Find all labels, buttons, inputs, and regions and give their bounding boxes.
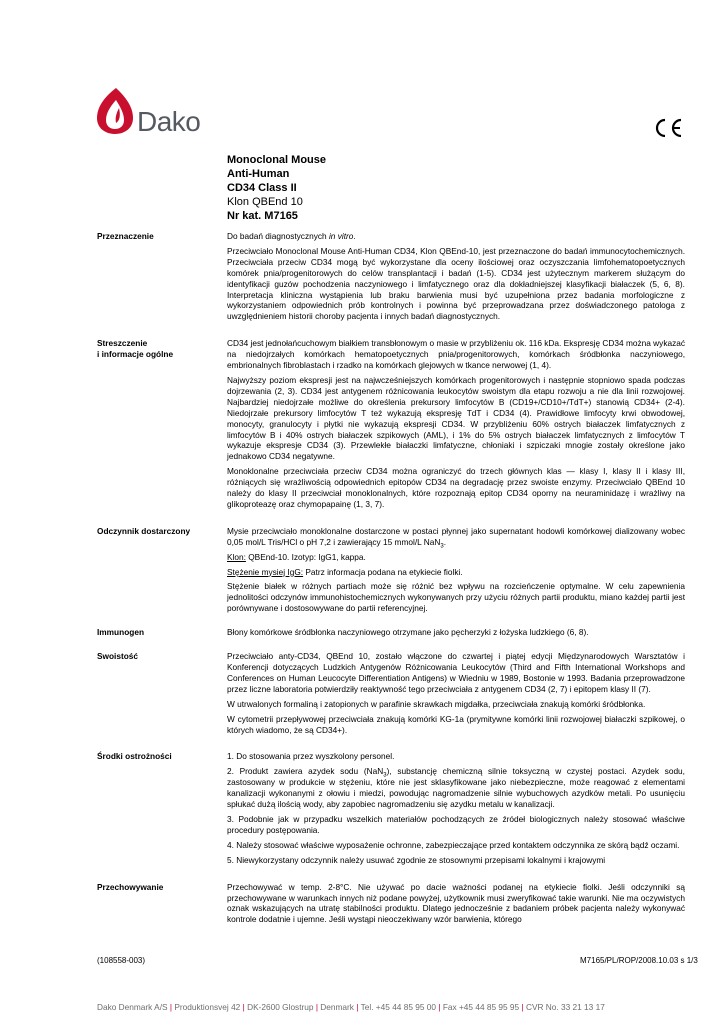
document-body — [97, 231, 685, 929]
paragraph: CD34 jest jednołańcuchowym białkiem transbłonowym o masie w przybliżeniu ok. 116 kDa. Ekspresję CD34 można wykazać na niedojrzałych komórkach hematopoetycznych pnia/progenitorowych, komórkach śródbłonka naczyniowego, embrionalnych fibroblastach i rzadko na komórkach glejowych w tkance nerwowej (1, 4). — [227, 338, 685, 371]
paragraph: Mysie przeciwciało monoklonalne dostarczone w postaci płynnej jako supernatant hodowli komórkowej dializowany wobec 0,05 mol/L Tris/HCl o pH 7,2 i zawierający 15 mmol/L NaN$_3$. — [227, 525, 685, 550]
list-item: 3. Podobnie jak w przypadku wszelkich materiałów pochodzących ze źródeł biologicznych należy stosować właściwe procedury postępowania. — [227, 813, 685, 835]
section-label: Immunogen — [97, 627, 145, 638]
title-line-3: CD34 Class II — [227, 182, 297, 194]
paragraph: Do badań diagnostycznych in vitro. — [227, 231, 356, 241]
section-przechowywanie — [97, 882, 685, 930]
list-item: 5. Niewykorzystany odczynnik należy usuwać zgodnie ze stosownymi przepisami lokalnymi i krajowymi — [227, 854, 606, 865]
section-srodki-ostroznosci — [97, 751, 685, 869]
paragraph: Przeciwciało Monoclonal Mouse Anti-Human CD34, Klon QBEnd-10, jest przeznaczone do badań immunocytochemicznych. Przeciwciała przeciw CD34 mogą być wykorzystane dla oceny ilościowej oraz oczyszczania limfohematopoetycznych komórek pnia/progenitorowych do celów transplantacji i badań (1-5). CD34 jest użytecznym markerem służącym do identyfikacji guzów pochodzenia naczyniowego i limfatycznego oraz dla dokładniejszej klasyfikacji białaczek (5, 6, 8). Interpretacja kliniczna wystąpienia lub braku barwienia musi być uzupełniona przez badania morfologiczne z wykorzystaniem odpowiednich prób kontrolnych i powinna być przeprowadzana przez doświadczonego patologa z uwzględnieniem historii choroby pacjenta i innych badań diagnostycznych. — [227, 245, 685, 322]
section-label: Środki ostrożności — [97, 751, 172, 762]
product-title — [227, 153, 326, 223]
paragraph: Najwyższy poziom ekspresji jest na najwcześniejszych komórkach progenitorowych i następnie stopniowo spada podczas dojrzewania (2, 3). CD34 jest antygenem różnicowania leukocytów swoistym dla etapu rozwoju a nie dla linii rozwojowej. Najbardziej niedojrzałe możliwe do określenia prekursory limfocytów B (CD19+/CD10+/TdT+) stanowią CD34+ (2-4). Niedojrzałe prekursory limfocytów T też wykazują ekspresję TdT i CD34 (4). Prawidłowe limfocyty krwi obwodowej, monocyty, granulocyty i płytki nie wykazują ekspresji CD34. W przybliżeniu 60% ostrych białaczek limfatycznych z limfocytów B i 40% ostrych białaczek szpikowych (AML), i 1% do 5% ostrych białaczek limfatycznych z limfocytów T wykazuje ekspresje CD34 (3). Przewlekłe białaczki limfatyczne, chłoniaki i szpiczaki mnogie zostały określone jako jednakowo CD34 negatywne. — [227, 374, 685, 462]
section-streszczenie — [97, 338, 685, 514]
section-label: Przechowywanie — [97, 881, 164, 892]
list-item: 2. Produkt zawiera azydek sodu (NaN$_3$), substancję chemiczną silnie toksyczną w czystej postaci. Azydek sodu, zastosowany w produkcie w stężeniu, które nie jest sklasyfikowane jako niebezpieczne, może reagować z elementami kanalizacji wykonanymi z ołowiu i miedzi, powodując nagromadzenie silnie wybuchowych azydków metali. Po usunięciu spłukać dużą ilością wody, aby zapobiec nagromadzeniu się azydku metalu w kanalizacji. — [227, 766, 685, 810]
paragraph: Przechowywać w temp. 2-8°C. Nie używać po dacie ważności podanej na etykiecie fiolki. Jeśli odczynniki są przechowywane w warunkach innych niż podane powyżej, użytkownik musi zweryfikować takie warunki. Nie ma oczywistych oznak wskazujących na utratę stabilności produktu. Dlatego jednocześnie z badaniem próbek pacjenta należy wykonywać kontrole dodatnie i ujemne. Jeśli wystąpi nieoczekiwany wzór barwienia, którego — [227, 881, 685, 925]
paragraph: W utrwalonych formaliną i zatopionych w parafinie skrawkach migdałka, przeciwciała znakują komórki śródbłonka. — [227, 698, 646, 709]
paragraph: Stężenie białek w różnych partiach może się różnić bez wpływu na rozcieńczenie optymalne. W celu zapewnienia jednolitości odczynów immunohistochemicznych wykonywanych przy użyciu różnych partii produktu, miano każdej partii jest porównywane i dostosowywane do partii referencyjnej. — [227, 581, 685, 614]
section-label: Odczynnik dostarczony — [97, 525, 191, 536]
page-reference: M7165/PL/ROP/2008.10.03 s 1/3 — [580, 956, 698, 965]
company-address: Dako Denmark A/S | Produktionsvej 42 | DK-2600 Glostrup | Denmark | Tel. +45 44 85 95 00 | Fax +45 44 85 95 95 | CVR No. 33 21 13 17 — [97, 1002, 605, 1012]
title-line-4: Klon QBEnd 10 — [227, 196, 303, 208]
list-item: 4. Należy stosować właściwe wyposażenie ochronne, zabezpieczające przed kontaktem odczynnika ze skórą bądź oczami. — [227, 839, 680, 850]
paragraph: Przeciwciało anty-CD34, QBEnd 10, zostało włączone do czwartej i piątej edycji Międzynarodowych Warsztatów i Konferencji dotyczących Ludzkich Antygenów Różnicowania Leukocytów (Third and Fifth International Workshops and Conferences on Human Leucocyte Differentiation Antigens) w Wiedniu w 1989, Bostonie w 1993. Badania przeprowadzone przez liczne laboratoria potwierdziły reaktywność tego przeciwciała z antygenem CD34 (2, 7) i epitopem klasy II (7). — [227, 651, 685, 694]
paragraph: W cytometrii przepływowej przeciwciała znakują komórki KG-1a (prymitywne komórki linii rozwojowej białaczki szpikowej, o których wiadomo, że są CD34+). — [227, 713, 685, 735]
title-line-1: Monoclonal Mouse — [227, 154, 326, 166]
list-item: 1. Do stosowania przez wyszkolony personel. — [227, 751, 395, 762]
title-line-5: Nr kat. M7165 — [227, 210, 298, 222]
ce-mark-icon — [653, 118, 683, 138]
paragraph: Monoklonalne przeciwciała przeciw CD34 można ograniczyć do trzech głównych klas — klasy I, klasy II i klasy III, różniących się wrażliwością odpowiednich epitopów CD34 na degradację przez swoiste enzymy. Przeciwciało QBEnd 10 należy do klasy II przeciwciał monoklonalnych, które rozpoznają epitop CD34 oporny na neuraminidazę i wrażliwy na glikoproteazę oraz chymopapainę (1, 3, 7). — [227, 466, 685, 509]
section-label: Streszczenie i informacje ogólne — [97, 338, 174, 360]
section-przeznaczenie — [97, 231, 685, 326]
section-label: Swoistość — [97, 651, 139, 662]
paragraph: Klon: QBEnd-10. Izotyp: IgG1, kappa. — [227, 551, 366, 562]
section-swoistosc — [97, 651, 685, 739]
section-odczynnik — [97, 526, 685, 618]
section-immunogen — [97, 627, 685, 642]
paragraph: Błony komórkowe śródbłonka naczyniowego otrzymane jako pęcherzyki z łożyska ludzkiego (6, 8). — [227, 627, 589, 638]
section-label: Przeznaczenie — [97, 231, 154, 241]
dako-logo-text: Dako — [137, 106, 201, 137]
paragraph: Stężenie mysiej IgG: Patrz informacja podana na etykiecie fiolki. — [227, 566, 463, 577]
document-number: (108558-003) — [97, 956, 146, 965]
title-line-2: Anti-Human — [227, 168, 290, 180]
